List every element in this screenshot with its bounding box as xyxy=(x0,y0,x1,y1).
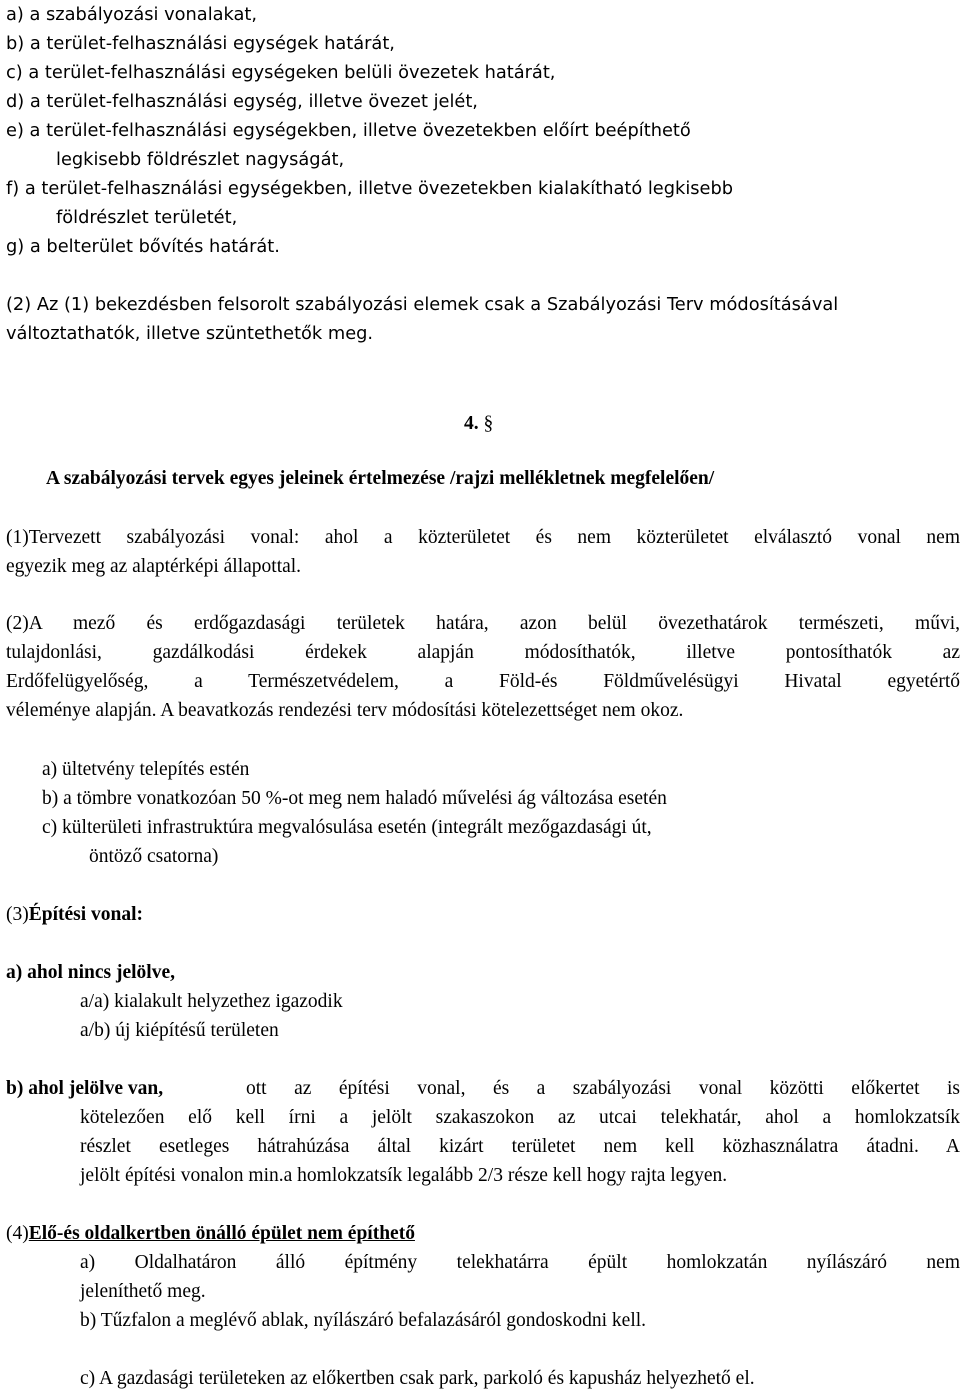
p2-list-item-b: b) a tömbre vonatkozóan 50 %-ot meg nem haladó művelési ág változása esetén xyxy=(42,788,667,809)
list-item-e-cont: legkisebb földrészlet nagyságát, xyxy=(56,149,345,170)
section-number xyxy=(464,412,493,436)
p2-list-item-a: a) ültetvény telepítés estén xyxy=(42,759,250,780)
p2-line-4: véleménye alapján. A beavatkozás rendezési terv módosítási kötelezettséget nem okoz. xyxy=(6,700,684,721)
list-item-c: c) a terület-felhasználási egységeken belüli övezetek határát, xyxy=(6,62,556,83)
section-number-text: 4. xyxy=(464,413,479,434)
p3b-line-3: részlet esetleges hátrahúzása által kizárt területet nem kell közhasználatra átadni. A xyxy=(80,1136,960,1157)
p3b-line-4: jelölt építési vonalon min.a homlokzatsík legalább 2/3 része kell hogy rajta legyen. xyxy=(80,1165,728,1186)
list-item-f-cont: földrészlet területét, xyxy=(56,207,238,228)
paragraph-2-line-1: (2) Az (1) bekezdésben felsorolt szabályozási elemek csak a Szabályozási Terv módosításával xyxy=(6,294,839,315)
list-item-e: e) a terület-felhasználási egységekben, illetve övezetekben előírt beépíthető xyxy=(6,120,691,141)
p4-item-b: b) Tűzfalon a meglévő ablak, nyílászáró befalazásáról gondoskodni kell. xyxy=(80,1310,647,1331)
list-item-f: f) a terület-felhasználási egységekben, illetve övezetekben kialakítható legkisebb xyxy=(6,178,734,199)
list-item-d: d) a terület-felhasználási egység, illetve övezet jelét, xyxy=(6,91,478,112)
p2-list-item-c: c) külterületi infrastruktúra megvalósulása esetén (integrált mezőgazdasági út, xyxy=(42,817,652,838)
paragraph-2-line-2: változtathatók, illetve szüntethetők meg. xyxy=(6,323,374,344)
p1-line-2: egyezik meg az alaptérképi állapottal. xyxy=(6,556,302,577)
p2-line-2: tulajdonlási, gazdálkodási érdekek alapján módosíthatók, illetve pontosíthatók az xyxy=(6,642,960,663)
p4-heading xyxy=(6,1222,415,1246)
p3a-item-aa: a/a) kialakult helyzethez igazodik xyxy=(80,991,343,1012)
p2-line-1: (2)A mező és erdőgazdasági területek határa, azon belül övezethatárok természeti, művi, xyxy=(6,613,960,634)
p4-item-c: c) A gazdasági területeken az előkertben csak park, parkoló és kapusház helyezhető el. xyxy=(80,1368,755,1389)
p1-line-1: (1)Tervezett szabályozási vonal: ahol a közterületet és nem közterületet elválasztó vonal nem xyxy=(6,527,960,548)
p4-prefix: (4) xyxy=(6,1223,29,1244)
p3b-label: b) ahol jelölve van, xyxy=(6,1078,164,1099)
p3-heading xyxy=(6,903,143,927)
p3a-item-ab: a/b) új kiépítésű területen xyxy=(80,1020,279,1041)
p2-list-item-c-cont: öntöző csatorna) xyxy=(89,846,219,867)
p3-title: Építési vonal: xyxy=(28,904,144,925)
p4-title: Elő-és oldalkertben önálló épület nem építhető xyxy=(28,1223,415,1244)
p2-line-3: Erdőfelügyelőség, a Természetvédelem, a Föld-és Földművelésügyi Hivatal egyetértő xyxy=(6,671,960,692)
p3b-line-1: ott az építési vonal, és a szabályozási vonal közötti előkertet is xyxy=(246,1078,960,1099)
list-item-a: a) a szabályozási vonalakat, xyxy=(6,4,258,25)
p3-prefix: (3) xyxy=(6,904,29,925)
section-title: A szabályozási tervek egyes jeleinek értelmezése /rajzi mellékletnek megfelelően/ xyxy=(46,468,715,489)
p3b-line-2: kötelezően elő kell írni a jelölt szakaszokon az utcai telekhatár, ahol a homlokzatsík xyxy=(80,1107,960,1128)
list-item-b: b) a terület-felhasználási egységek határát, xyxy=(6,33,395,54)
p4-item-a-cont: jeleníthető meg. xyxy=(80,1281,206,1302)
p3a-label: a) ahol nincs jelölve, xyxy=(6,962,175,983)
p4-item-a: a) Oldalhatáron álló építmény telekhatárra épült homlokzatán nyílászáró nem xyxy=(80,1252,960,1273)
section-symbol: § xyxy=(483,413,494,434)
list-item-g: g) a belterület bővítés határát. xyxy=(6,236,280,257)
